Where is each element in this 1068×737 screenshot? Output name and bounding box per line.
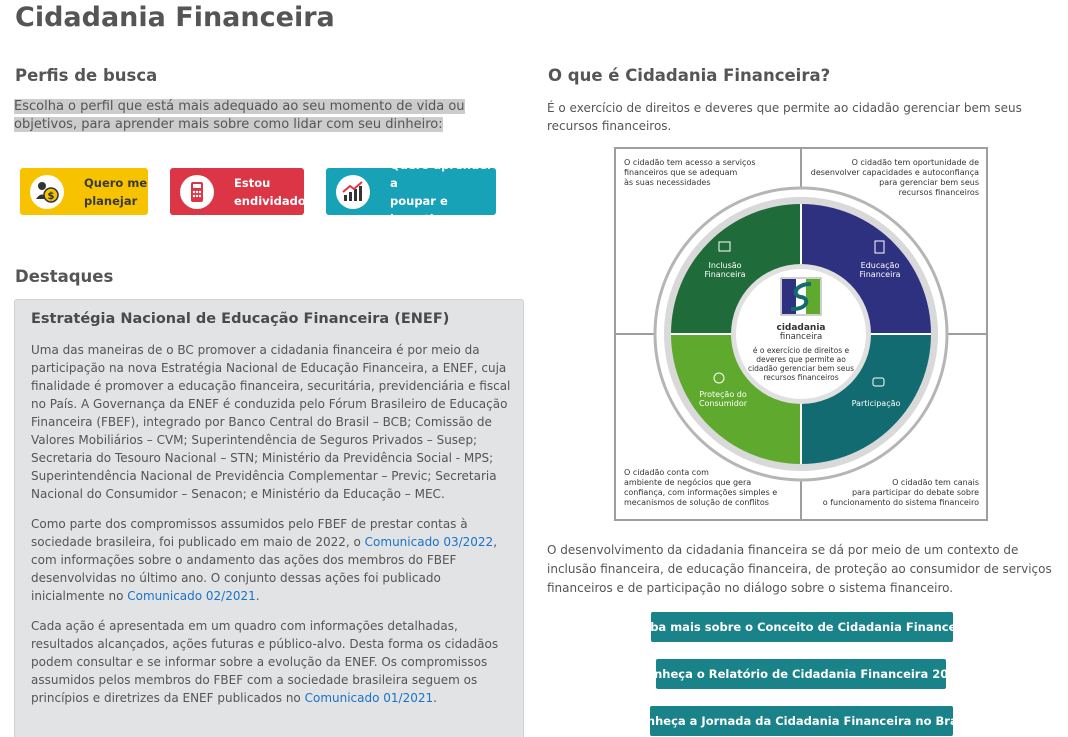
enef-card-title: Estratégia Nacional de Educação Financeira (ENEF): [31, 311, 450, 327]
concept-button[interactable]: Saiba mais sobre o Conceito de Cidadania Financeira: [651, 612, 953, 642]
center-text-3: cidadão gerenciar bem seus: [747, 364, 855, 373]
about-outro: O desenvolvimento da cidadania financeira se dá por meio de um contexto de inclusão financeira, de educação financeira, de proteção ao consumidor de serviços financeiros e de participação no diálogo sobre o sistema financeiro.: [547, 543, 1052, 595]
label-protection-2: Consumidor: [698, 399, 748, 408]
about-heading: O que é Cidadania Financeira?: [548, 66, 831, 85]
corner-br-1: O cidadão tem canais: [892, 478, 979, 487]
corner-bl-4: mecanismos de solução de conflitos: [624, 498, 769, 507]
corner-tr-4: recursos financeiros: [898, 188, 979, 197]
center-text-4: recursos financeiros: [763, 373, 839, 382]
logo-text-2: financeira: [779, 332, 823, 342]
corner-tl-1: O cidadão tem acesso a serviços: [624, 158, 756, 167]
cidadania-financeira-logo: [781, 278, 821, 315]
comunicado-03-2022-link[interactable]: Comunicado 03/2022: [364, 535, 494, 549]
svg-text:$: $: [47, 190, 55, 202]
center-text-1: é o exercício de direitos e: [752, 346, 850, 355]
label-education-1: Educação: [860, 261, 900, 270]
highlights-heading: Destaques: [15, 267, 114, 286]
label-inclusion-2: Financeira: [704, 270, 746, 279]
invest-line1: Quero aprender a: [390, 157, 493, 190]
debt-line2: endividado: [234, 193, 306, 208]
planning-line1: Quero me: [84, 175, 148, 190]
label-education-2: Financeira: [859, 270, 901, 279]
invest-line2: poupar e investir: [390, 193, 448, 226]
citizenship-diagram: [614, 147, 988, 521]
corner-tr-2: desenvolver capacidades e autoconfiança: [810, 168, 979, 177]
debt-profile-button[interactable]: [170, 168, 304, 215]
enef-card: [14, 299, 524, 737]
comunicado-01-2021-link[interactable]: Comunicado 01/2021: [304, 691, 434, 705]
journey-button[interactable]: Conheça a Jornada da Cidadania Financeira no Brasil: [650, 706, 953, 736]
profiles-heading: Perfis de busca: [15, 66, 158, 85]
logo-text-1: cidadania: [776, 323, 826, 333]
corner-br-2: para participar do debate sobre: [851, 488, 979, 497]
planning-icon: [30, 175, 64, 209]
corner-br-3: o funcionamento do sistema financeiro: [822, 498, 979, 507]
planning-line2: planejar: [84, 193, 138, 208]
label-participation: Participação: [851, 399, 901, 408]
corner-bl-1: O cidadão conta com: [624, 468, 709, 477]
corner-bl-3: confiança, com informações simples e: [624, 488, 778, 497]
enef-paragraph-1: Uma das maneiras de o BC promover a cidadania financeira é por meio da participação na nova Estratégia Nacional de Educação Financeira, a ENEF, cuja finalidade é promover a educação financeira, securitária, previdenciária e fiscal no País. A Governança da ENEF é conduzida pelo Fórum Brasileiro de Educação Financeira (FBEF), integrado por Banco Central do Brasil – BCB; Comissão de Valores Mobiliários – CVM; Superintendência de Seguros Privados – Susep; Secretaria do Tesouro Nacional – STN; Ministério da Previdência Social - MPS; Superintendência Nacional de Previdência Complementar – Previc; Secretaria Nacional do Consumidor – Senacon; e Ministério da Educação – MEC.: [31, 343, 511, 501]
debt-line1: Estou: [234, 175, 271, 190]
invest-icon: [336, 175, 370, 209]
about-intro: É o exercício de direitos e deveres que permite ao cidadão gerenciar bem seus recursos financeiros.: [547, 101, 1022, 133]
report-2021-button[interactable]: Conheça o Relatório de Cidadania Financeira 2021: [656, 659, 946, 689]
label-protection-1: Proteção do: [699, 390, 747, 399]
corner-tl-2: financeiros que se adequam: [624, 168, 738, 177]
invest-profile-button[interactable]: [326, 157, 496, 226]
center-text-2: deveres que permite ao: [756, 355, 846, 364]
comunicado-02-2021-link[interactable]: Comunicado 02/2021: [127, 589, 256, 603]
corner-tl-3: às suas necessidades: [624, 178, 711, 187]
corner-tr-1: O cidadão tem oportunidade de: [851, 158, 979, 167]
debt-icon: [180, 175, 214, 209]
label-inclusion-1: Inclusão: [708, 261, 742, 270]
corner-bl-2: ambiente de negócios que gera: [624, 478, 752, 487]
profiles-intro: Escolha o perfil que está mais adequado ao seu momento de vida ou objetivos, para aprender mais sobre como lidar com seu dinheiro:: [14, 99, 465, 132]
corner-tr-3: para gerenciar bem seus: [879, 178, 979, 187]
enef-paragraph-2: Como parte dos compromissos assumidos pelo FBEF de prestar contas à sociedade brasileira, foi publicado em maio de 2022, o Comunicado 03/2022, com informações sobre o andamento das ações dos membros do FBEF desenvolvidas no último ano. O conjunto dessas ações foi publicado inicialmente no Comunicado 02/2021.: [31, 517, 498, 603]
planning-profile-button[interactable]: [20, 168, 148, 215]
enef-paragraph-3: Cada ação é apresentada em um quadro com informações detalhadas, resultados alcançados, ações futuras e público-alvo. Desta forma os cidadãos podem consultar e se informar sobre a evolução da ENEF. Os compromissos assumidos pelos membros do FBEF com a sociedade brasileira seguem os princípios e diretrizes da ENEF publicados no Comunicado 01/2021.: [31, 619, 499, 705]
page-title: Cidadania Financeira: [15, 2, 335, 33]
